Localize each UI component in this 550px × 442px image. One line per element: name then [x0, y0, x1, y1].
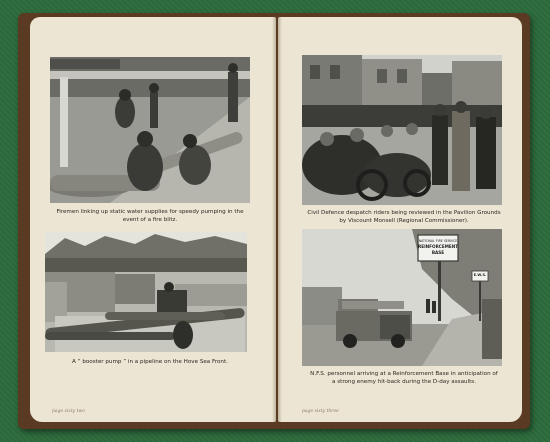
- caption-line: Civil Defence despatch riders being reviewed in the Pavilion Grounds: [307, 210, 501, 216]
- book-gutter: [272, 17, 282, 422]
- caption-line: event of a fire blitz.: [122, 216, 178, 223]
- photo-caption: [292, 371, 516, 386]
- photo-firemen-linking-water: [50, 57, 250, 203]
- photo-caption: [44, 359, 256, 367]
- left-page: [30, 17, 276, 422]
- photo-despatch-riders-review: [302, 55, 502, 205]
- caption-line: Firemen linking up static water supplies for speedy pumping in the: [56, 209, 244, 215]
- caption-line: A “ booster pump ” in a pipeline on the Hove Sea Front.: [72, 359, 228, 365]
- photo-nfs-reinforcement-base: [302, 229, 502, 366]
- sign-line: BASE: [431, 250, 445, 255]
- sign-line: NATIONAL FIRE SERVICE: [418, 239, 458, 243]
- sign-line: REINFORCEMENT: [418, 244, 459, 249]
- photo-caption: [292, 210, 516, 225]
- photo-booster-pump: [45, 232, 247, 352]
- caption-line: by Viscount Monsell (Regional Commissioner).: [339, 217, 469, 224]
- photo-caption: [44, 209, 256, 224]
- ews-sign: E.W.S.: [473, 273, 487, 277]
- right-page: [278, 17, 522, 422]
- caption-line: N.F.S. personnel arriving at a Reinforcement Base in anticipation of: [310, 371, 498, 377]
- reinforcement-base-sign: [418, 235, 458, 261]
- page-folio: page sixty three: [302, 409, 339, 414]
- page-folio: page sixty two: [52, 409, 85, 414]
- caption-line: a strong enemy hit-back during the D-day assaults.: [332, 378, 476, 385]
